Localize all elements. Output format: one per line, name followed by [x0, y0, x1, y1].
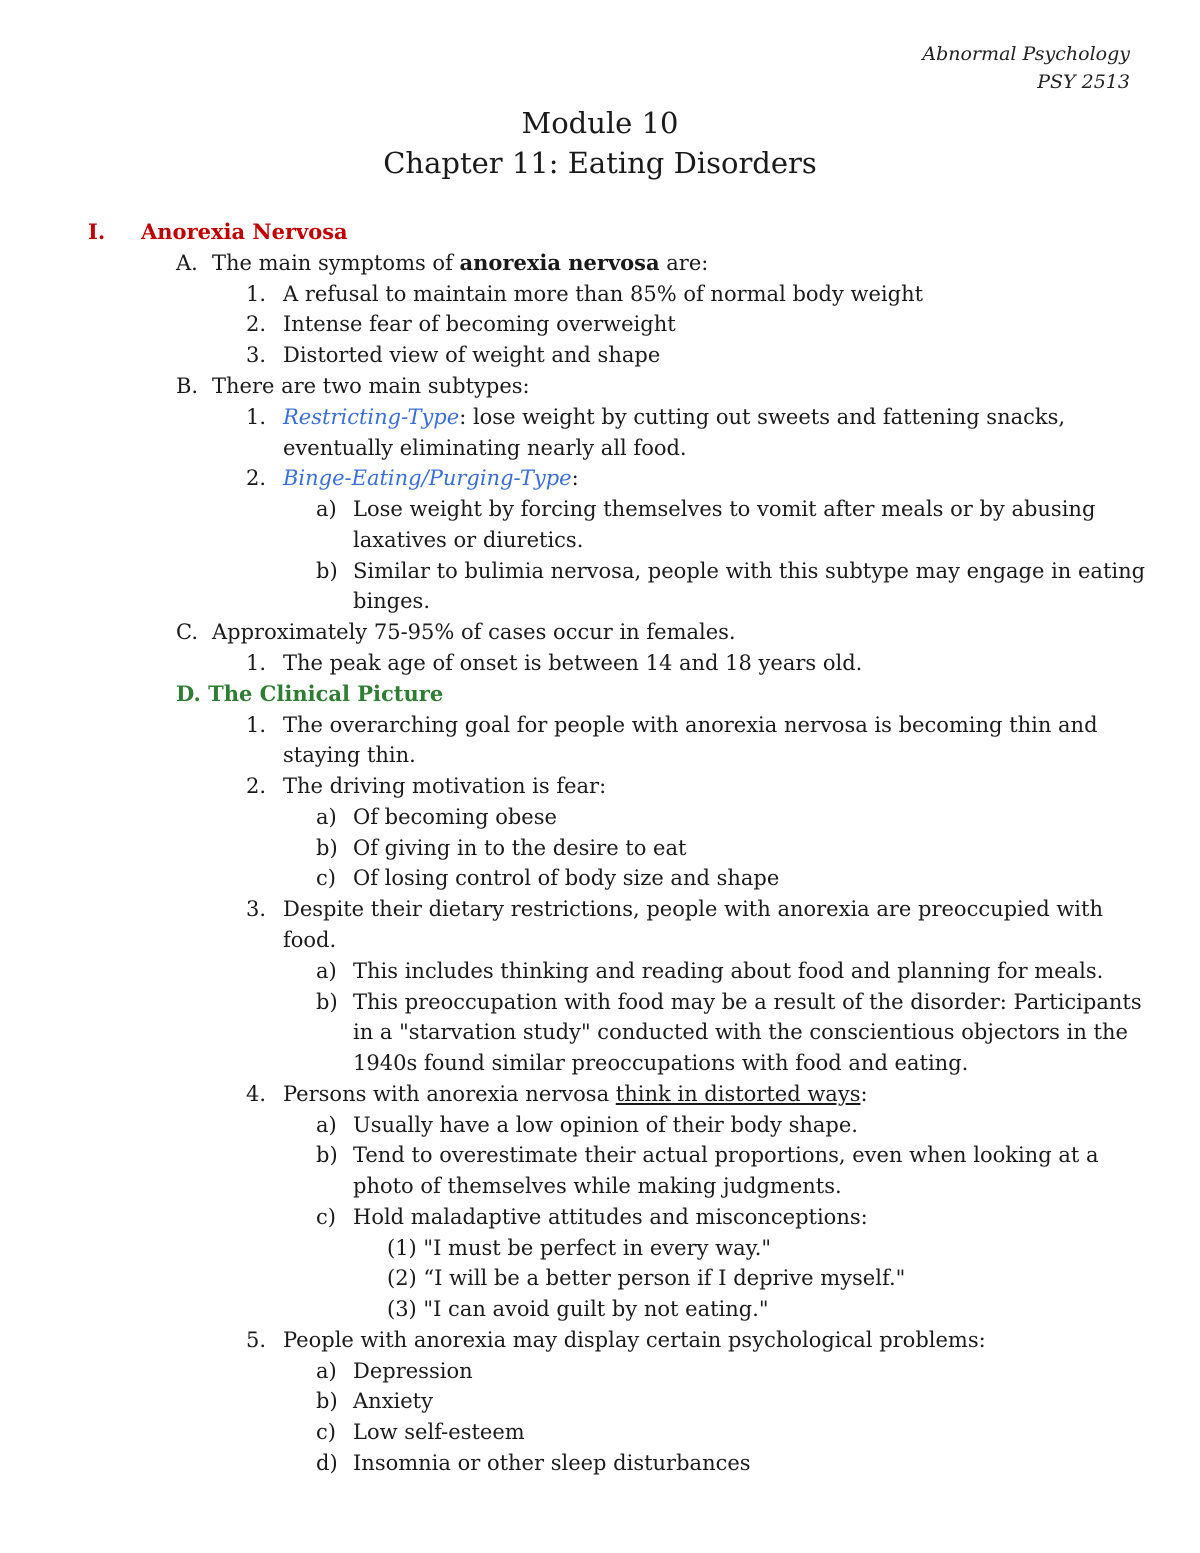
outline-item: Depression: [353, 1359, 473, 1383]
outline-item: This includes thinking and reading about food and planning for meals.: [353, 959, 1104, 983]
outline-item-B: There are two main subtypes:: [212, 374, 530, 398]
underlined-phrase: think in distorted ways: [615, 1082, 861, 1106]
item-marker: a): [316, 1359, 337, 1383]
item-marker: b): [316, 559, 338, 583]
item-marker: a): [316, 497, 337, 521]
course-code: PSY 2513: [1037, 71, 1130, 93]
item-marker: b): [316, 1143, 338, 1167]
outline-item: Tend to overestimate their actual proportions, even when looking at a: [353, 1143, 1099, 1167]
outline-item: Despite their dietary restrictions, people with anorexia are preoccupied with: [283, 897, 1103, 921]
outline-item: The driving motivation is fear:: [283, 774, 607, 798]
outline-subitem: (2) “I will be a better person if I deprive myself.": [387, 1266, 906, 1290]
outline-item: People with anorexia may display certain psychological problems:: [283, 1328, 986, 1352]
outline-item: Anxiety: [353, 1389, 433, 1413]
outline-item-cont: staying thin.: [283, 743, 416, 767]
item-marker: 2.: [246, 466, 267, 490]
section-heading: Anorexia Nervosa: [141, 219, 348, 244]
outline-item-A: [212, 248, 708, 278]
item-text: :: [571, 466, 579, 490]
item-marker: a): [316, 805, 337, 829]
outline-item: Of becoming obese: [353, 805, 557, 829]
item-marker: 4.: [246, 1082, 267, 1106]
outline-item-cont: photo of themselves while making judgments.: [353, 1174, 842, 1198]
item-marker: c): [316, 1420, 336, 1444]
item-marker: 2.: [246, 774, 267, 798]
outline-item: Distorted view of weight and shape: [283, 343, 661, 367]
outline-item: Low self-esteem: [353, 1420, 525, 1444]
item-marker: 1.: [246, 713, 267, 737]
subtype-term: Restricting-Type: [283, 405, 460, 429]
item-marker: a): [316, 1113, 337, 1137]
outline-item: [283, 463, 579, 493]
outline-item: Of giving in to the desire to eat: [353, 836, 687, 860]
outline-item: Insomnia or other sleep disturbances: [353, 1451, 751, 1475]
item-marker: 3.: [246, 343, 267, 367]
outline-item-cont: 1940s found similar preoccupations with food and eating.: [353, 1051, 969, 1075]
item-marker: b): [316, 836, 338, 860]
outline-item: Intense fear of becoming overweight: [283, 312, 676, 336]
subtype-term: Binge-Eating/Purging-Type: [283, 466, 572, 490]
outline-item: The peak age of onset is between 14 and 18 years old.: [283, 651, 863, 675]
course-header: [922, 40, 1130, 96]
item-marker: 1.: [246, 405, 267, 429]
outline-item: Hold maladaptive attitudes and misconceptions:: [353, 1205, 868, 1229]
item-text: :: [860, 1082, 868, 1106]
outline-item: This preoccupation with food may be a result of the disorder: Participants: [353, 990, 1142, 1014]
outline-subitem: (3) "I can avoid guilt by not eating.": [387, 1297, 769, 1321]
outline-item-cont: eventually eliminating nearly all food.: [283, 436, 687, 460]
clinical-picture-heading: D. The Clinical Picture: [176, 681, 444, 706]
outline-item: Of losing control of body size and shape: [353, 866, 780, 890]
section-marker: I.: [88, 219, 106, 244]
outline-item-cont: in a "starvation study" conducted with the conscientious objectors in the: [353, 1020, 1128, 1044]
item-marker: c): [316, 1205, 336, 1229]
chapter-title: Chapter 11: Eating Disorders: [383, 146, 817, 180]
outline-item-cont: laxatives or diuretics.: [353, 528, 584, 552]
item-marker: 3.: [246, 897, 267, 921]
item-marker: b): [316, 990, 338, 1014]
item-marker: c): [316, 866, 336, 890]
item-marker: B.: [176, 374, 199, 398]
item-marker: 1.: [246, 651, 267, 675]
outline-subitem: (1) "I must be perfect in every way.": [387, 1236, 772, 1260]
item-marker: A.: [176, 251, 198, 275]
item-text: : lose weight by cutting out sweets and fattening snacks,: [459, 405, 1066, 429]
outline-item-cont: food.: [283, 928, 337, 952]
item-marker: C.: [176, 620, 198, 644]
outline-item-cont: binges.: [353, 589, 431, 613]
outline-item: Similar to bulimia nervosa, people with this subtype may engage in eating: [353, 559, 1146, 583]
item-marker: 1.: [246, 282, 267, 306]
item-marker: b): [316, 1389, 338, 1413]
outline-item: [283, 1079, 868, 1109]
course-name: Abnormal Psychology: [922, 43, 1130, 65]
outline-item-C: Approximately 75-95% of cases occur in females.: [212, 620, 736, 644]
outline-item: [283, 402, 1065, 432]
bold-term: anorexia nervosa: [459, 250, 660, 275]
item-marker: 5.: [246, 1328, 267, 1352]
outline-item: Usually have a low opinion of their body shape.: [353, 1113, 858, 1137]
item-text: are:: [659, 251, 709, 275]
outline-item: The overarching goal for people with anorexia nervosa is becoming thin and: [283, 713, 1098, 737]
item-text: The main symptoms of: [212, 251, 460, 275]
outline-item: Lose weight by forcing themselves to vomit after meals or by abusing: [353, 497, 1096, 521]
outline-item: A refusal to maintain more than 85% of normal body weight: [283, 282, 924, 306]
module-title: Module 10: [521, 106, 679, 140]
item-marker: d): [316, 1451, 338, 1475]
item-marker: a): [316, 959, 337, 983]
item-text: Persons with anorexia nervosa: [283, 1082, 616, 1106]
item-marker: 2.: [246, 312, 267, 336]
